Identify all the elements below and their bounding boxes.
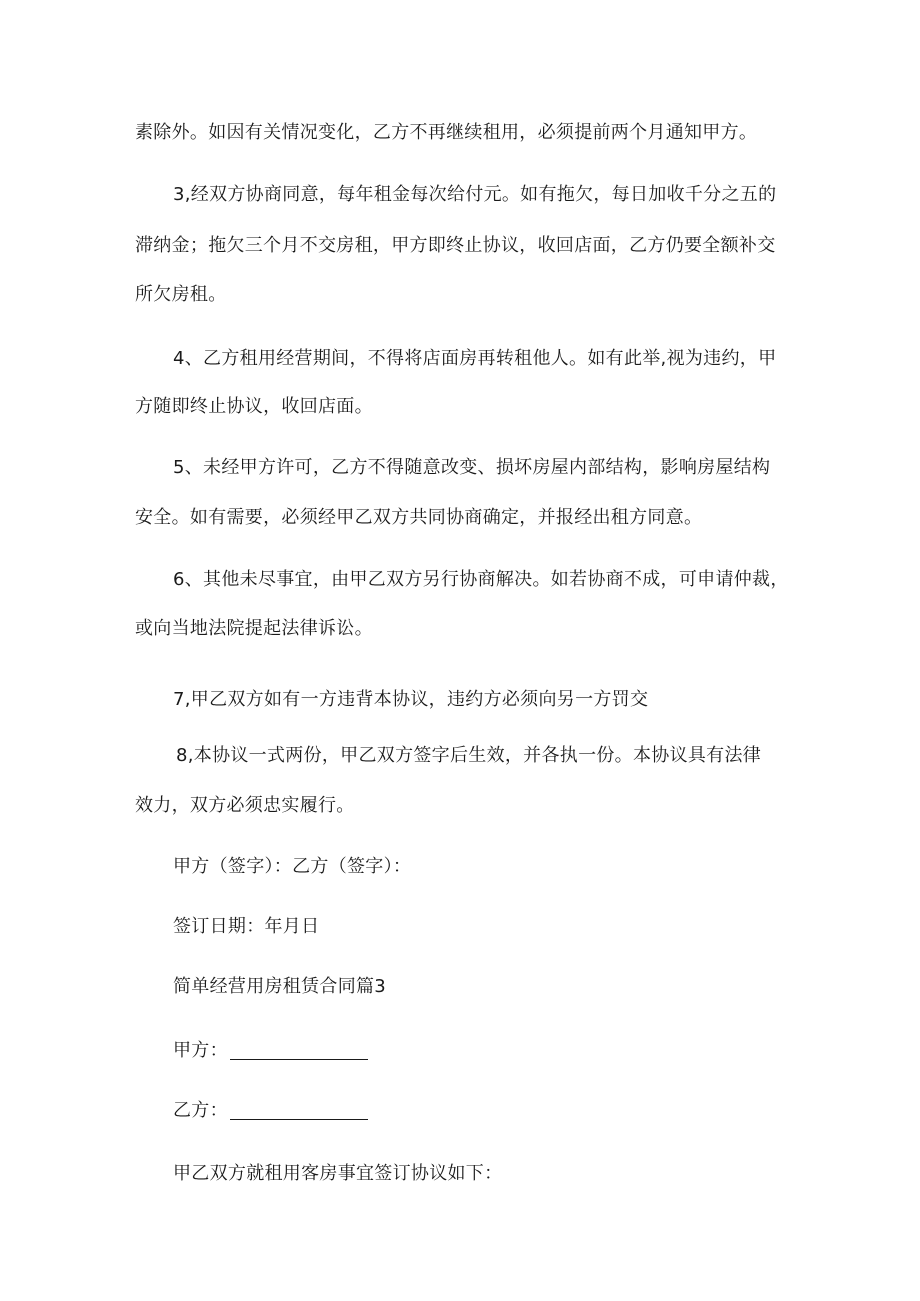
text-line: 安全。如有需要，必须经甲乙双方共同协商确定，并报经出租方同意。 [135, 507, 703, 528]
text-line: 5、未经甲方许可，乙方不得随意改变、损坏房屋内部结构，影响房屋结构 [173, 457, 771, 478]
party-a-label: 甲方： [173, 1040, 228, 1061]
text-line: 3,经双方协商同意，每年租金每次给付元。如有拖欠，每日加收千分之五的 [173, 184, 777, 205]
text-line: 8,本协议一式两份，甲乙双方签字后生效，并各执一份。本协议具有法律 [176, 745, 762, 766]
text-line: 素除外。如因有关情况变化，乙方不再继续租用，必须提前两个月通知甲方。 [135, 122, 758, 143]
text-line: 7,甲乙双方如有一方违背本协议，违约方必须向另一方罚交 [173, 689, 649, 710]
text-line: 滞纳金；拖欠三个月不交房租，甲方即终止协议，收回店面，乙方仍要全额补交 [135, 235, 776, 256]
section-title: 简单经营用房租赁合同篇3 [173, 976, 387, 997]
text-line: 4、乙方租用经营期间，不得将店面房再转租他人。如有此举,视为违约，甲 [173, 348, 777, 369]
party-b-label: 乙方： [173, 1100, 228, 1121]
text-line: 或向当地法院提起法律诉讼。 [135, 618, 373, 639]
text-line: 方随即终止协议，收回店面。 [135, 396, 373, 417]
party-a-blank[interactable] [230, 1041, 368, 1060]
party-a-line [173, 1039, 368, 1063]
signing-date: 签订日期：年月日 [173, 916, 320, 937]
party-b-blank[interactable] [230, 1101, 368, 1120]
text-line: 所欠房租。 [135, 284, 227, 305]
text-line: 甲乙双方就租用客房事宜签订协议如下： [173, 1163, 503, 1184]
party-b-line [173, 1099, 368, 1123]
text-line: 效力，双方必须忠实履行。 [135, 795, 355, 816]
signature-line: 甲方（签字）：乙方（签字）： [173, 856, 412, 877]
text-line: 6、其他未尽事宜，由甲乙双方另行协商解决。如若协商不成，可申请仲裁， [173, 569, 789, 590]
